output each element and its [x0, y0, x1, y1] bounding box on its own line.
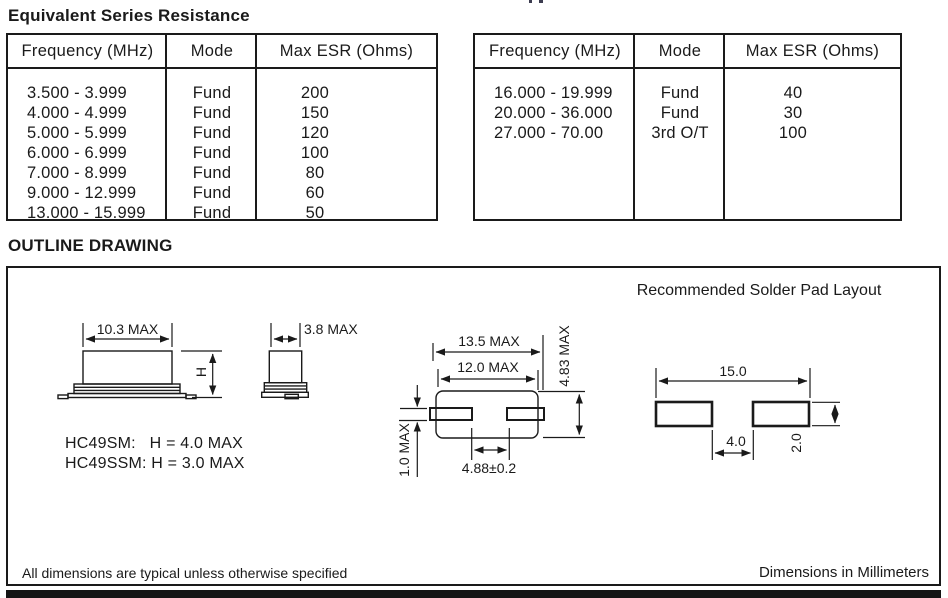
column-divider: [165, 35, 167, 219]
dimension-label-lead-spacing: 4.88±0.2: [461, 460, 517, 476]
table-cell: Fund: [192, 123, 232, 142]
dimension-label-pad-layout-height: 2.0: [788, 433, 804, 453]
dimension-label-pad-layout-width: 15.0: [719, 363, 747, 379]
table-row: [8, 163, 436, 183]
table-cell: 60: [305, 183, 325, 202]
pad-layout-height-dimension: [812, 402, 840, 425]
column-header-max-esr: Max ESR (Ohms): [745, 41, 880, 60]
table-cell: Fund: [660, 83, 700, 102]
dimension-label-bottom-body-width: 12.0 MAX: [457, 359, 519, 375]
solder-pad-layout-title: Recommended Solder Pad Layout: [636, 282, 882, 299]
dimension-label-lead-thickness: 1.0 MAX: [396, 423, 412, 477]
footnote-dimensions-units: Dimensions in Millimeters: [758, 564, 929, 581]
side-width-dimension: [271, 323, 300, 347]
esr-section-title: Equivalent Series Resistance: [8, 6, 250, 25]
table-row: [8, 83, 436, 103]
dimension-label-bottom-overall-width: 13.5 MAX: [458, 333, 520, 349]
clipped-section-bar: [6, 590, 941, 598]
table-cell: 100: [300, 143, 330, 162]
outline-drawing-graphics: [6, 266, 941, 586]
table-row: [8, 183, 436, 203]
column-header-max-esr: Max ESR (Ohms): [279, 41, 414, 60]
table-cell: 80: [305, 163, 325, 182]
esr-table-low-frequency: [6, 33, 438, 221]
lead-spacing-dimension: [472, 428, 510, 460]
table-cell: 200: [300, 83, 330, 102]
table-cell: 16.000 - 19.999: [494, 83, 613, 102]
table-row: [8, 203, 436, 219]
table-cell: 30: [783, 103, 803, 122]
solder-pad-layout-drawing: [656, 402, 809, 426]
table-cell: 5.000 - 5.999: [27, 123, 127, 142]
table-cell: 20.000 - 36.000: [494, 103, 613, 122]
table-header-row: [475, 35, 900, 69]
table-cell: 27.000 - 70.00: [494, 123, 604, 142]
bottom-view-drawing: [430, 391, 544, 438]
dimension-label-pad-layout-gap: 4.0: [726, 433, 746, 449]
table-cell: Fund: [192, 103, 232, 122]
footnote-dimensions-typical: All dimensions are typical unless otherwise specified: [22, 565, 348, 581]
column-header-mode: Mode: [190, 41, 234, 60]
outline-drawing-panel: [6, 266, 941, 586]
dimension-label-bottom-body-height: 4.83 MAX: [556, 325, 572, 387]
column-header-frequency: Frequency (MHz): [21, 41, 154, 60]
table-row: [8, 103, 436, 123]
table-header-row: [8, 35, 436, 69]
table-cell: 3.500 - 3.999: [27, 83, 127, 102]
table-cell: 40: [783, 83, 803, 102]
table-cell: 9.000 - 12.999: [27, 183, 137, 202]
table-cell: Fund: [192, 203, 232, 219]
side-view-drawing: [262, 351, 309, 399]
table-cell: 13.000 - 15.999: [27, 203, 146, 219]
table-cell: Fund: [660, 103, 700, 122]
table-cell: 120: [300, 123, 330, 142]
front-view-drawing: [58, 351, 196, 399]
dimension-label-front-width: 10.3 MAX: [96, 321, 159, 337]
column-divider: [255, 35, 257, 219]
table-cell: Fund: [192, 83, 232, 102]
table-row: [475, 83, 900, 103]
table-cell: 100: [778, 123, 808, 142]
table-cell: Fund: [192, 183, 232, 202]
height-note-hc49sm: HC49SM: H = 4.0 MAX: [65, 435, 244, 452]
table-body: [475, 69, 900, 219]
height-note-hc49ssm: HC49SSM: H = 3.0 MAX: [65, 455, 245, 472]
table-cell: 50: [305, 203, 325, 219]
column-header-mode: Mode: [658, 41, 702, 60]
table-body: [8, 69, 436, 219]
table-cell: Fund: [192, 163, 232, 182]
column-header-frequency: Frequency (MHz): [489, 41, 621, 60]
dimension-label-height-symbol: H: [193, 366, 209, 378]
table-row: [8, 143, 436, 163]
table-row: [8, 123, 436, 143]
table-row: [475, 103, 900, 123]
column-divider: [723, 35, 725, 219]
dimension-label-side-width: 3.8 MAX: [304, 321, 358, 337]
table-cell: 150: [300, 103, 330, 122]
table-row: [475, 123, 900, 143]
esr-table-high-frequency: [473, 33, 902, 221]
table-cell: 4.000 - 4.999: [27, 103, 127, 122]
column-divider: [633, 35, 635, 219]
table-cell: 3rd O/T: [651, 123, 709, 142]
table-cell: Fund: [192, 143, 232, 162]
clipped-text-artifact: [539, 0, 543, 3]
clipped-text-artifact: [529, 0, 532, 3]
table-cell: 6.000 - 6.999: [27, 143, 127, 162]
outline-section-title: OUTLINE DRAWING: [8, 236, 173, 255]
bottom-body-height-dimension: [538, 392, 585, 438]
table-cell: 7.000 - 8.999: [27, 163, 127, 182]
